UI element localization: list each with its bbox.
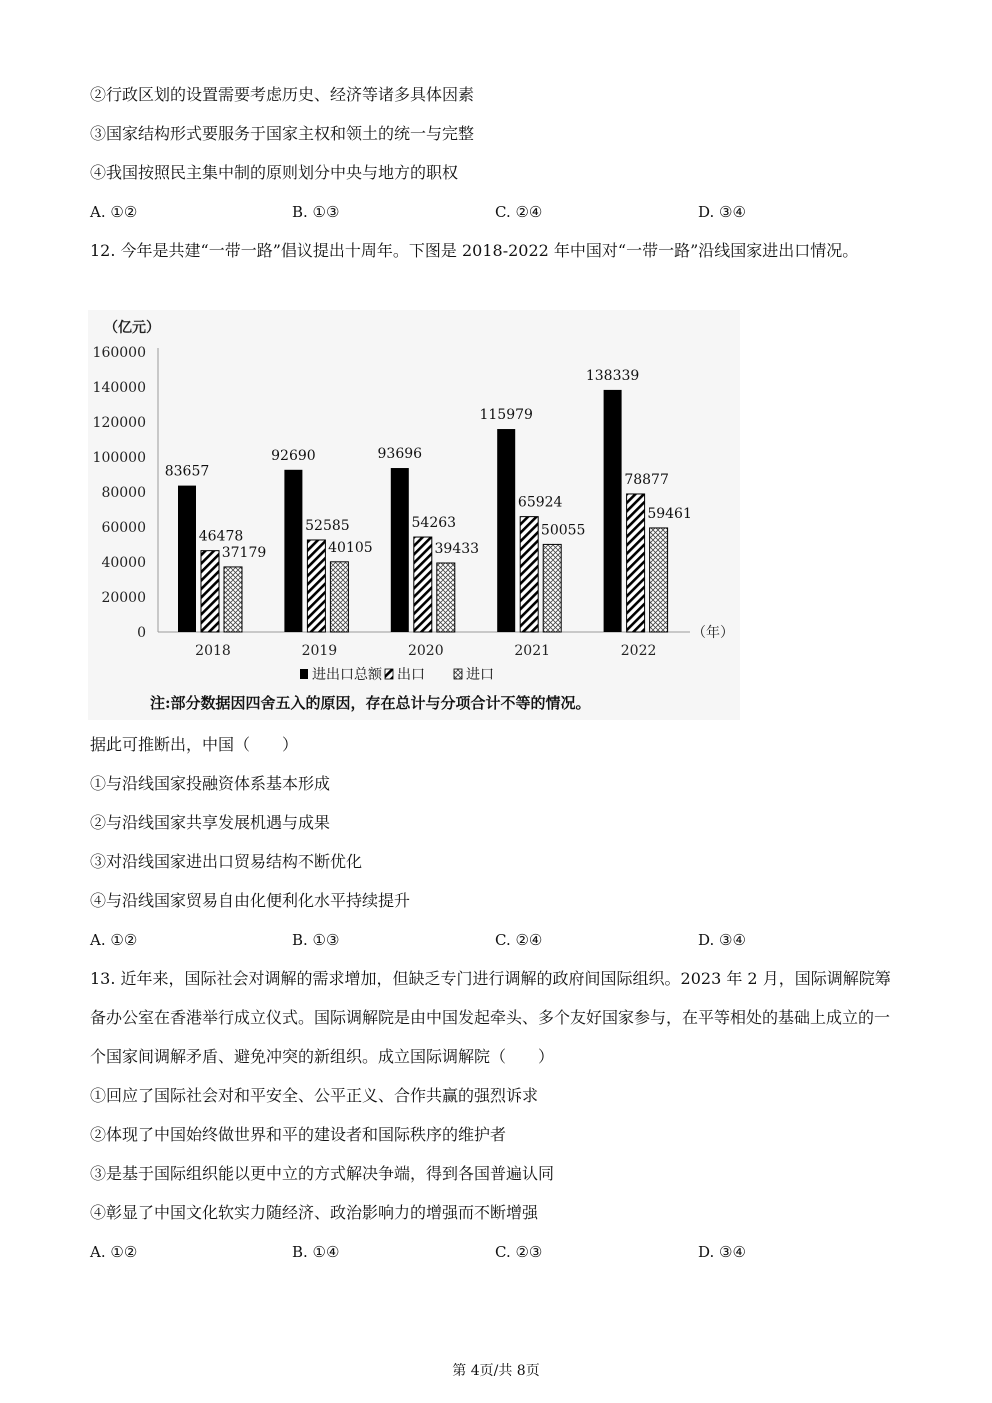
q12-item-4: ④与沿线国家贸易自由化便利化水平持续提升 <box>90 891 411 910</box>
data-label-total-2020: 93696 <box>377 446 423 463</box>
q12-option-b: B. ①③ <box>292 931 340 949</box>
bar-export-2020 <box>414 537 432 632</box>
q13-item-2: ②体现了中国始终做世界和平的建设者和国际秩序的维护者 <box>90 1125 507 1144</box>
q11-options <box>90 202 810 222</box>
data-label-export-2018: 46478 <box>198 528 244 545</box>
q11-item-3: ③国家结构形式要服务于国家主权和领土的统一与完整 <box>90 124 475 143</box>
data-label-import-2019: 40105 <box>328 539 373 556</box>
y-tick-label: 140000 <box>92 380 146 396</box>
q12-options <box>90 930 810 950</box>
q11-item-4: ④我国按照民主集中制的原则划分中央与地方的职权 <box>90 163 459 182</box>
data-label-import-2022: 59461 <box>647 505 692 522</box>
legend-label-total: 进出口总额 <box>312 667 382 683</box>
chart-note: 注:部分数据因四舍五入的原因，存在总计与分项合计不等的情况。 <box>150 694 591 712</box>
data-label-import-2018: 37179 <box>221 544 267 561</box>
legend-label-import: 进口 <box>466 667 494 683</box>
x-tick-label: 2020 <box>407 643 444 659</box>
bar-import-2021 <box>543 544 561 632</box>
trade-chart <box>88 310 740 720</box>
q12-item-2: ②与沿线国家共享发展机遇与成果 <box>90 813 331 832</box>
bar-export-2022 <box>627 494 645 632</box>
q13-item-4: ④彰显了中国文化软实力随经济、政治影响力的增强而不断增强 <box>90 1203 539 1222</box>
bar-total-2021 <box>497 429 515 632</box>
bar-import-2020 <box>437 563 455 632</box>
y-axis-unit: （亿元） <box>104 320 160 336</box>
q12-item-1: ①与沿线国家投融资体系基本形成 <box>90 774 331 793</box>
y-tick-label: 160000 <box>92 345 146 361</box>
data-label-import-2020: 39433 <box>434 540 480 557</box>
x-tick-label: 2018 <box>195 643 231 659</box>
trade-chart-svg <box>88 310 740 720</box>
y-tick-label: 80000 <box>101 485 146 501</box>
y-tick-label: 20000 <box>101 590 146 606</box>
x-tick-label: 2019 <box>301 643 338 659</box>
bar-import-2018 <box>224 567 242 632</box>
data-label-total-2022: 138339 <box>585 367 640 384</box>
q11-option-b: B. ①③ <box>292 203 340 221</box>
y-tick-label: 60000 <box>101 520 146 536</box>
data-label-export-2019: 52585 <box>305 517 350 534</box>
data-label-export-2022: 78877 <box>624 471 669 488</box>
legend-swatch-import <box>454 669 462 679</box>
bar-import-2022 <box>650 528 668 632</box>
bar-import-2019 <box>330 562 348 632</box>
q11-option-c: C. ②④ <box>495 203 543 221</box>
bar-export-2021 <box>520 517 538 632</box>
x-tick-label: 2022 <box>620 643 657 659</box>
bar-total-2018 <box>178 486 196 632</box>
data-label-total-2019: 92690 <box>271 447 316 464</box>
bar-total-2020 <box>391 468 409 632</box>
q13-options <box>90 1242 810 1262</box>
bar-export-2019 <box>307 540 325 632</box>
legend-swatch-total <box>300 669 308 679</box>
chart-legend <box>300 666 494 683</box>
legend-label-export: 出口 <box>397 667 425 683</box>
q12-option-d: D. ③④ <box>698 931 746 949</box>
y-tick-label: 120000 <box>92 415 146 431</box>
q11-item-2: ②行政区划的设置需要考虑历史、经济等诸多具体因素 <box>90 85 475 104</box>
data-label-export-2020: 54263 <box>411 515 457 532</box>
q11-option-d: D. ③④ <box>698 203 746 221</box>
bar-export-2018 <box>201 551 219 632</box>
bar-total-2022 <box>604 390 622 632</box>
data-label-import-2021: 50055 <box>540 522 586 539</box>
data-label-export-2021: 65924 <box>517 494 563 511</box>
y-tick-label: 0 <box>137 625 146 641</box>
q12-option-a: A. ①② <box>90 931 138 949</box>
q13-stem: 13. 近年来，国际社会对调解的需求增加，但缺乏专门进行调解的政府间国际组织。2023 年 2 月，国际调解院筹备办公室在香港举行成立仪式。国际调解院是由中国发起牵头、多个友好国家参与，在平等相处的基础上成立的一个国家间调解矛盾、避免冲突的新组织。成立国际调解院（ ） <box>90 969 891 1066</box>
q12-item-3: ③对沿线国家进出口贸易结构不断优化 <box>90 852 363 871</box>
y-tick-label: 40000 <box>101 555 146 571</box>
x-axis-unit: （年） <box>692 625 734 641</box>
page-number: 第 4页/共 8页 <box>452 1363 540 1379</box>
q13-option-d: D. ③④ <box>698 1243 746 1261</box>
q13-option-b: B. ①④ <box>292 1243 340 1261</box>
q12-option-c: C. ②④ <box>495 931 543 949</box>
q12-stem: 12. 今年是共建“一带一路”倡议提出十周年。下图是 2018-2022 年中国对“一带一路”沿线国家进出口情况。 <box>90 241 859 260</box>
q13-option-c: C. ②③ <box>495 1243 543 1261</box>
q13-item-3: ③是基于国际组织能以更中立的方式解决争端，得到各国普遍认同 <box>90 1164 555 1183</box>
x-tick-label: 2021 <box>514 643 551 659</box>
legend-swatch-export <box>385 669 393 679</box>
q11-option-a: A. ①② <box>90 203 138 221</box>
y-tick-label: 100000 <box>92 450 146 466</box>
bar-total-2019 <box>284 470 302 632</box>
q13-item-1: ①回应了国际社会对和平安全、公平正义、合作共赢的强烈诉求 <box>90 1086 539 1105</box>
q12-lead: 据此可推断出，中国（ ） <box>90 735 299 754</box>
data-label-total-2021: 115979 <box>479 407 533 424</box>
data-label-total-2018: 83657 <box>164 463 210 480</box>
q13-option-a: A. ①② <box>90 1243 138 1261</box>
